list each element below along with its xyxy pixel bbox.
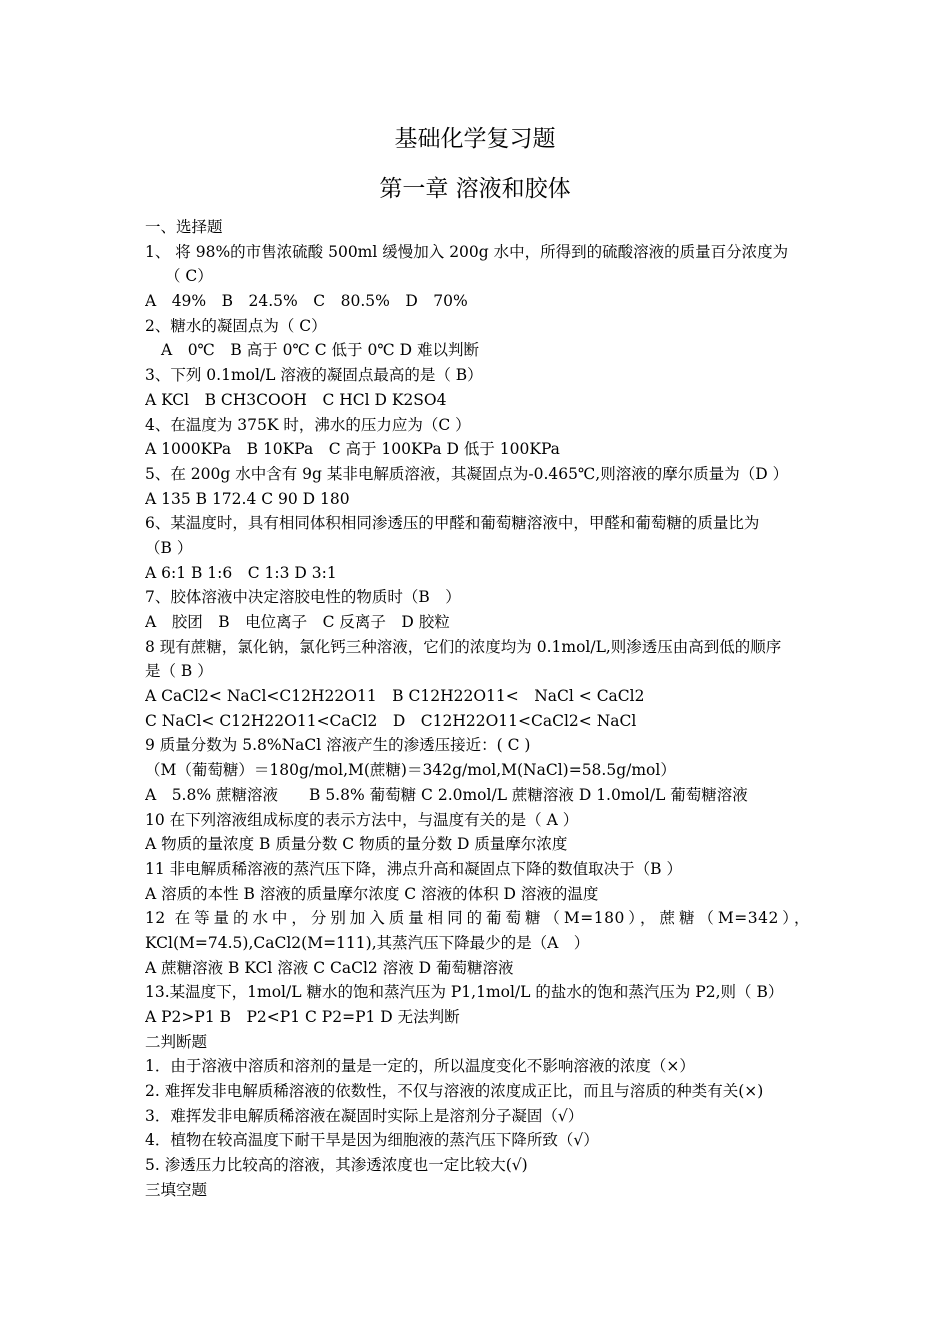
q10-stem: 10 在下列溶液组成标度的表示方法中，与温度有关的是（ A ） (145, 810, 579, 829)
judge-item: 1．由于溶液中溶质和溶剂的量是一定的，所以温度变化不影响溶液的浓度（×） (145, 1057, 695, 1076)
q5-stem: 5、在 200g 水中含有 9g 某非电解质溶液，其凝固点为-0.465℃,则溶液的摩尔质量为（D ） (145, 464, 789, 483)
q4-options: A 1000KPa B 10KPa C 高于 100KPa D 低于 100KPa (145, 440, 560, 459)
q12-options: A 蔗糖溶液 B KCl 溶液 C CaCl2 溶液 D 葡萄糖溶液 (145, 958, 514, 977)
q1-options: A 49% B 24.5% C 80.5% D 70% (145, 292, 468, 311)
q11-stem: 11 非电解质稀溶液的蒸汽压下降，沸点升高和凝固点下降的数值取决于（B ） (145, 859, 682, 878)
q3-options: A KCl B CH3COOH C HCl D K2SO4 (145, 390, 447, 409)
q1-stem: 1、 将 98%的市售浓硫酸 500ml 缓慢加入 200g 水中，所得到的硫酸溶液的质量百分浓度为 (145, 242, 789, 261)
section-heading-choice: 一、选择题 (145, 218, 223, 236)
judge-item: 5. 渗透压力比较高的溶液，其渗透浓度也一定比较大(√) (145, 1156, 528, 1175)
q8-option-c: C NaCl< C12H22O11<CaCl2 D C12H22O11<CaCl2< NaCl (145, 711, 637, 730)
document-body (145, 215, 810, 1203)
judge-item: 2. 难挥发非电解质稀溶液的依数性，不仅与溶液的浓度成正比，而且与溶质的种类有关(×) (145, 1082, 764, 1101)
q11-options: A 溶质的本性 B 溶液的质量摩尔浓度 C 溶液的体积 D 溶液的温度 (145, 884, 599, 903)
judge-item: 4．植物在较高温度下耐干旱是因为细胞液的蒸汽压下降所致（√） (145, 1131, 599, 1150)
q3-stem: 3、下列 0.1mol/L 溶液的凝固点最高的是（ B） (145, 366, 483, 385)
q9-stem: 9 质量分数为 5.8%NaCl 溶液产生的渗透压接近：( C ) (145, 736, 531, 755)
q1-answer: （ C） (165, 267, 213, 286)
q10-options: A 物质的量浓度 B 质量分数 C 物质的量分数 D 质量摩尔浓度 (145, 835, 568, 854)
chapter-title: 第一章 溶液和胶体 (379, 176, 571, 202)
q7-options: A 胶团 B 电位离子 C 反离子 D 胶粒 (145, 613, 450, 631)
judge-item: 3．难挥发非电解质稀溶液在凝固时实际上是溶剂分子凝固（√） (145, 1106, 584, 1125)
q2-options: A 0℃ B 高于 0℃ C 低于 0℃ D 难以判断 (161, 341, 479, 360)
q8-answer: 是（ B ） (145, 662, 213, 681)
q12-stem: 12 在等量的水中，分别加入质量相同的葡萄糖（M=180），蔗糖（M=342）， (145, 909, 810, 928)
q13-options: A P2>P1 B P2<P1 C P2=P1 D 无法判断 (145, 1008, 460, 1026)
q6-answer: （B ） (145, 538, 193, 557)
q6-stem: 6、某温度时，具有相同体积相同渗透压的甲醛和葡萄糖溶液中，甲醛和葡萄糖的质量比为 (145, 514, 760, 533)
q9-note: （M（葡萄糖）＝180g/mol,M(蔗糖)＝342g/mol,M(NaCl)=58.5g/mol） (145, 761, 676, 780)
q9-options: A 5.8% 蔗糖溶液 B 5.8% 葡萄糖 C 2.0mol/L 蔗糖溶液 D 1.0mol/L 葡萄糖溶液 (145, 785, 748, 804)
q8-stem: 8 现有蔗糖，氯化钠，氯化钙三种溶液，它们的浓度均为 0.1mol/L,则渗透压由高到低的顺序 (145, 637, 782, 656)
section-heading-fill: 三填空题 (145, 1180, 208, 1199)
q2-stem: 2、糖水的凝固点为（ C） (145, 316, 327, 335)
q5-options: A 135 B 172.4 C 90 D 180 (145, 489, 350, 508)
q4-stem: 4、在温度为 375K 时，沸水的压力应为（C ） (145, 415, 471, 434)
q13-stem: 13.某温度下，1mol/L 糖水的饱和蒸汽压为 P1,1mol/L 的盐水的饱和蒸汽压为 P2,则（ B） (145, 983, 784, 1002)
document-title: 基础化学复习题 (394, 126, 556, 152)
section-heading-judge: 二判断题 (145, 1032, 208, 1051)
q12-stem-continued: KCl(M=74.5),CaCl2(M=111),其蒸汽压下降最少的是（A ） (145, 933, 590, 952)
q6-options: A 6:1 B 1:6 C 1:3 D 3:1 (145, 563, 337, 582)
q7-stem: 7、胶体溶液中决定溶胶电性的物质时（B ） (145, 588, 461, 607)
q8-option-a: A CaCl2< NaCl<C12H22O11 B C12H22O11< NaCl < CaCl2 (145, 687, 645, 706)
